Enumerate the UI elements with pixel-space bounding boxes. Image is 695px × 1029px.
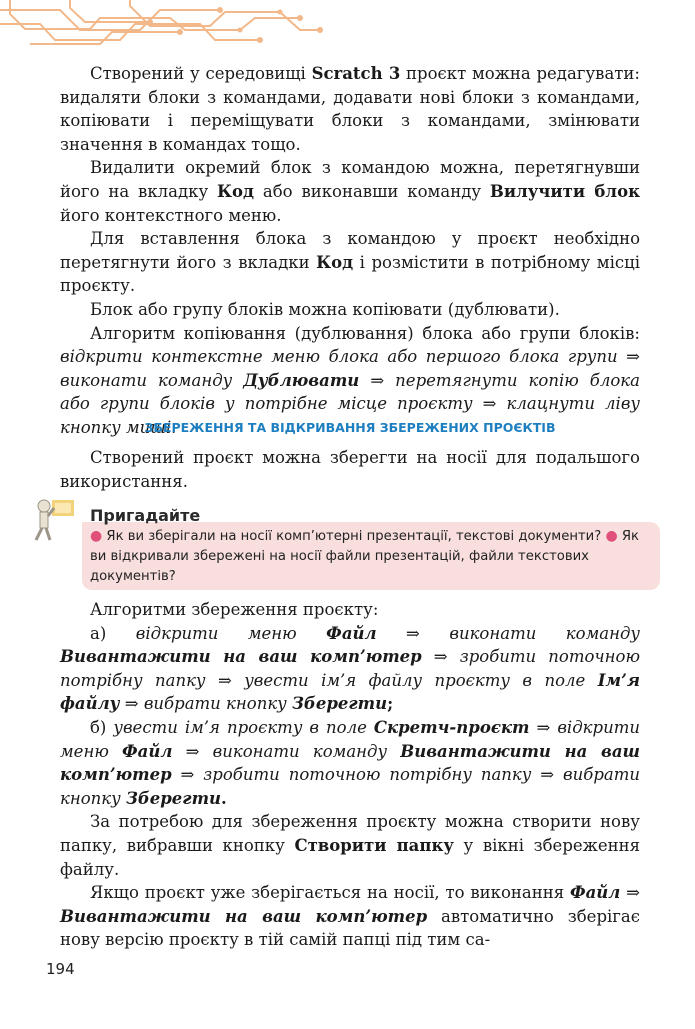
paragraph: Алгоритми збереження проєкту: [90,600,379,619]
circuit-decoration [0,0,330,52]
remember-callout [22,498,642,594]
section-heading: ЗБЕРЕЖЕННЯ ТА ВІДКРИВАННЯ ЗБЕРЕЖЕНИХ ПРОЄКТІВ [144,420,556,435]
paragraph: Створений у середовищі Scratch 3 проєкт можна редагувати: видаляти блоки з командами, додавати нові блоки з командами, копіювати і переміщувати блоки з командами, змінювати значення в командах тощо. [60,64,640,154]
bullet-icon: ● [90,528,103,544]
thinking-figure-icon [22,498,82,542]
paragraph: Якщо проєкт уже зберігається на носії, то виконання Файл ⇒ Вивантажити на ваш комп’ютер автоматично зберігає нову версію проєкту в тій самій папці під тим са- [60,883,641,950]
paragraph: Для вставлення блока з командою у проєкт необхідно перетягнути його з вкладки Код і розмістити в потрібному місці проєкту. [60,229,640,296]
paragraph: За потребою для збереження проєкту можна створити нову папку, вибравши кнопку Створити папку у вікні збереження файлу. [60,812,640,879]
intro-text [60,446,640,493]
algorithms-text [60,598,640,952]
callout-body: ● Як ви зберігали на носії комп’ютерні презентації, текстові документи? ● Як ви відкривали збережені на носії файли презентацій, файли текстових документів? [90,528,639,584]
bullet-icon: ● [605,528,618,544]
paragraph: б) увести ім’я проєкту в поле Скретч-проєкт ⇒ відкрити меню Файл ⇒ виконати команду Вивантажити на ваш комп’ютер ⇒ зробити поточною потрібну папку ⇒ вибрати кнопку Зберегти. [60,717,640,808]
paragraph: Блок або групу блоків можна копіювати (дублювати). [90,299,560,319]
paragraph: Алгоритм копіювання (дублювання) блока або групи блоків: відкрити контекстне меню блока або першого блока групи ⇒ виконати команду Дублювати ⇒ перетягнути копію блока або групи блоків у потрібне місце проєкту ⇒ клацнути ліву кнопку миші. [60,323,640,437]
callout-title: Пригадайте [90,506,201,525]
page-number: 194 [46,960,75,978]
main-text-block [60,62,640,440]
paragraph: Створений проєкт можна зберегти на носії для подальшого використання. [60,448,640,491]
paragraph: а) відкрити меню Файл ⇒ виконати команду Вивантажити на ваш комп’ютер ⇒ зробити поточною потрібну папку ⇒ увести ім’я файлу проєкту в поле Ім’я файлу ⇒ вибрати кнопку Зберегти; [60,623,640,714]
paragraph: Видалити окремий блок з командою можна, перетягнувши його на вкладку Код або виконавши команду Вилучити блок його контекстного меню. [60,158,640,225]
